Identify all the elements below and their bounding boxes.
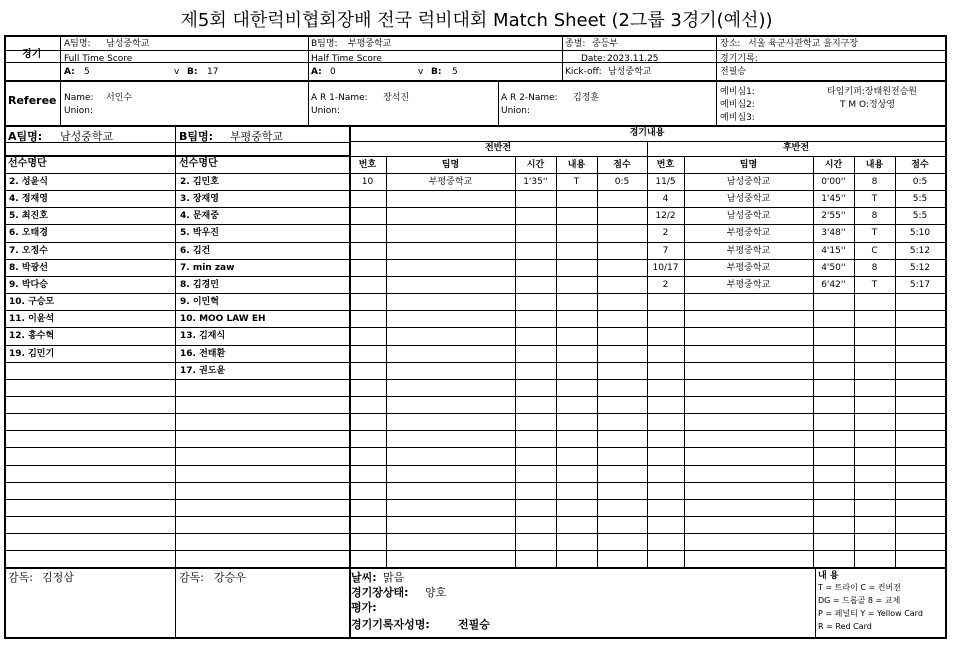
coach-a-label: 감독:: [8, 571, 33, 584]
reserve-3: 예비심3:: [720, 113, 755, 123]
roster-a-team-label: A팀명:: [8, 130, 43, 143]
grid-line: [4, 80, 945, 82]
a-team-name: 남성중학교: [106, 39, 150, 49]
grid-line: [4, 533, 945, 534]
page-title: 제5회 대한럭비협회장배 전국 럭비대회 Match Sheet (2그룹 3경기(예선)): [180, 10, 773, 31]
team-a-player: 12. 홍수혁: [9, 331, 55, 342]
legend-line-1: T = 트라이 C = 컨버젼: [818, 583, 901, 592]
reserve-2: 예비심2:: [720, 100, 755, 110]
grid-line: [4, 62, 945, 63]
team-a-player: 2. 성윤식: [9, 177, 48, 187]
second-half-team-cell: 부평중학교: [726, 245, 771, 256]
fh-col-content: 내용: [567, 160, 586, 170]
grid-line: [4, 637, 947, 639]
grid-line: [4, 310, 945, 311]
full-a-label: A:: [64, 67, 75, 77]
grid-line: [60, 35, 61, 125]
grid-line: [308, 35, 309, 125]
first-half-score-cell: 0:5: [614, 177, 630, 187]
eval-label: 평가:: [351, 601, 377, 614]
half-b-label: B:: [431, 67, 442, 77]
grid-line: [562, 35, 563, 80]
second-half-score-cell: 5:12: [909, 262, 931, 273]
a-team-label: A팀명:: [64, 39, 91, 49]
legend-line-2: DG = 드롭골 8 = 교체: [818, 596, 901, 605]
second-half-team-cell: 부평중학교: [726, 228, 771, 239]
grid-line: [4, 327, 945, 328]
second-half-score-cell: 5:10: [909, 228, 931, 239]
field-value: 양호: [425, 586, 447, 599]
legend-title: 내 용: [818, 571, 839, 581]
coach-b-label: 감독:: [179, 571, 204, 584]
grid-line: [4, 447, 945, 448]
kickoff-value: 남성중학교: [608, 67, 652, 77]
ar2-label: A R 2-Name:: [501, 93, 558, 103]
team-b-player: 2. 김민호: [180, 177, 219, 187]
grid-line: [4, 142, 349, 143]
second-half-no-cell: 2: [662, 279, 669, 290]
team-b-player: 13. 김재식: [180, 331, 226, 342]
grid-line: [716, 35, 717, 125]
ar1-union-label: Union:: [311, 106, 341, 116]
team-b-player: 6. 김건: [180, 245, 211, 256]
second-half-score-cell: 5:5: [912, 194, 928, 205]
grid-line: [4, 345, 945, 346]
fh-col-score: 점수: [613, 160, 631, 170]
referee-name: 서인수: [106, 93, 133, 103]
grid-line: [4, 516, 945, 517]
date-label: Date:: [581, 54, 606, 64]
second-half-time-cell: 6'42'': [821, 279, 846, 290]
second-half-no-cell: 2: [662, 228, 669, 239]
roster-a-team-name: 남성중학교: [60, 130, 114, 143]
venue-value: 서울 육군사관학교 을지구장: [748, 39, 859, 49]
second-half-time-cell: 0'00'': [821, 177, 846, 187]
second-half-time-cell: 2'55'': [821, 211, 846, 222]
tmo: T M O:정상영: [840, 100, 896, 110]
weather-value: 맑음: [383, 571, 405, 584]
second-half-content-cell: T: [871, 194, 878, 205]
half-a-score: 0: [330, 67, 336, 77]
sh-col-no: 번호: [656, 160, 675, 170]
grid-line: [4, 35, 947, 37]
full-b-score: 17: [207, 67, 219, 77]
full-v: v: [174, 67, 180, 77]
legend-line-3: P = 페널티 Y = Yellow Card: [818, 609, 923, 618]
full-a-score: 5: [84, 67, 90, 77]
grid-line: [175, 125, 176, 567]
team-b-player: 5. 박우진: [180, 228, 219, 239]
b-team-label: B팀명:: [311, 39, 338, 49]
legend-line-4: R = Red Card: [818, 622, 872, 631]
grid-line: [4, 50, 945, 51]
roster-b-team-name: 부평중학교: [230, 130, 284, 143]
first-half-content-cell: T: [573, 177, 580, 187]
team-b-player: 7. min zaw: [180, 262, 235, 273]
reserve-1: 예비심1:: [720, 87, 755, 97]
grid-line: [4, 155, 349, 157]
second-half-time-cell: 1'45'': [821, 194, 846, 205]
team-b-player: 17. 권도윤: [180, 365, 226, 376]
second-half-time-cell: 4'15'': [821, 245, 846, 256]
team-b-player: 10. MOO LAW EH: [180, 314, 266, 325]
second-half-time-cell: 4'50'': [821, 262, 846, 273]
grid-line: [4, 499, 945, 500]
game-content-title: 경기내용: [629, 128, 665, 138]
sh-col-time: 시간: [824, 160, 843, 170]
team-b-player: 3. 장재영: [180, 194, 219, 205]
type-value: 중등부: [592, 39, 619, 49]
second-half-title: 후반전: [782, 143, 810, 153]
ar2-name: 김정훈: [573, 93, 600, 103]
team-a-player: 4. 정재영: [9, 194, 48, 205]
second-half-no-cell: 7: [662, 245, 669, 256]
team-a-player: 6. 오태경: [9, 228, 48, 239]
second-half-score-cell: 0:5: [912, 177, 928, 187]
first-half-team-cell: 부평중학교: [428, 177, 473, 187]
field-label: 경기장상태:: [351, 586, 409, 599]
full-time-label: Full Time Score: [64, 54, 133, 64]
grid-line: [4, 125, 945, 127]
first-half-no-cell: 10: [361, 177, 374, 187]
grid-line: [4, 362, 945, 363]
venue-label: 장소:: [720, 39, 741, 49]
referee-name-label: Name:: [64, 93, 94, 103]
weather-label: 날씨:: [351, 571, 377, 584]
second-half-score-cell: 5:17: [909, 279, 931, 290]
second-half-no-cell: 12/2: [655, 211, 676, 222]
second-half-no-cell: 4: [662, 194, 669, 205]
second-half-content-cell: T: [871, 228, 878, 239]
team-a-player: 19. 김민기: [9, 348, 55, 359]
grid-line: [4, 379, 945, 380]
grid-line: [4, 567, 945, 569]
second-half-team-cell: 부평중학교: [726, 262, 771, 273]
grid-line: [349, 125, 351, 637]
date-value: 2023.11.25: [607, 54, 659, 64]
grid-line: [498, 80, 499, 125]
type-label: 종별:: [565, 39, 586, 49]
grid-line: [815, 567, 816, 637]
team-b-player: 8. 김경민: [180, 279, 219, 290]
grid-line: [4, 430, 945, 431]
second-half-score-cell: 5:5: [912, 211, 928, 222]
second-half-no-cell: 11/5: [655, 177, 676, 187]
fh-col-time: 시간: [526, 160, 545, 170]
sh-col-score: 점수: [911, 160, 929, 170]
second-half-score-cell: 5:12: [909, 245, 931, 256]
second-half-team-cell: 남성중학교: [726, 177, 771, 187]
team-a-player: 10. 구승모: [9, 297, 55, 308]
first-half-title: 전반전: [484, 143, 512, 153]
record-label: 경기기록:: [720, 54, 758, 64]
signer-name: 전필승: [458, 618, 490, 631]
ar2-union-label: Union:: [501, 106, 531, 116]
second-half-content-cell: C: [871, 245, 878, 256]
ar1-label: A R 1-Name:: [311, 93, 368, 103]
team-b-player: 9. 이민혁: [180, 297, 219, 308]
grid-line: [4, 482, 945, 483]
grid-line: [4, 465, 945, 466]
full-b-label: B:: [187, 67, 198, 77]
fh-col-team: 팀명: [441, 160, 460, 170]
roster-b-header: 선수명단: [179, 158, 218, 169]
roster-a-header: 선수명단: [8, 158, 47, 169]
grid-line: [4, 413, 945, 414]
team-a-player: 9. 박다승: [9, 279, 48, 290]
second-half-no-cell: 10/17: [652, 262, 679, 273]
team-b-player: 16. 전태환: [180, 348, 226, 359]
coach-a-name: 김정삼: [42, 571, 74, 584]
half-v: v: [418, 67, 424, 77]
second-half-content-cell: 8: [871, 211, 878, 222]
grid-line: [4, 550, 945, 551]
second-half-time-cell: 3'48'': [821, 228, 846, 239]
referee-union-label: Union:: [64, 106, 94, 116]
sh-col-content: 내용: [865, 160, 884, 170]
referee-label: Referee: [8, 94, 57, 107]
game-label: 경기: [22, 49, 42, 60]
team-a-player: 11. 이윤석: [9, 314, 55, 325]
second-half-content-cell: 8: [871, 262, 878, 273]
second-half-team-cell: 남성중학교: [726, 211, 771, 222]
grid-line: [945, 35, 947, 639]
half-b-score: 5: [452, 67, 458, 77]
second-half-content-cell: 8: [871, 177, 878, 187]
coach-b-name: 강승우: [214, 571, 246, 584]
first-half-time-cell: 1'35'': [523, 177, 548, 187]
second-half-team-cell: 부평중학교: [726, 279, 771, 290]
b-team-name: 부평중학교: [348, 39, 392, 49]
ar1-name: 장석진: [383, 93, 410, 103]
roster-b-team-label: B팀명:: [179, 130, 214, 143]
timekeeper: 타임키퍼:장태원전승원: [827, 87, 917, 97]
kickoff-label: Kick-off:: [565, 67, 602, 77]
second-half-content-cell: T: [871, 279, 878, 290]
fh-col-no: 번호: [358, 160, 377, 170]
team-a-player: 8. 박광선: [9, 262, 48, 273]
recorder-name: 전필승: [720, 67, 747, 77]
half-time-label: Half Time Score: [311, 54, 382, 64]
second-half-team-cell: 남성중학교: [726, 194, 771, 205]
signer-label: 경기기록자성명:: [351, 618, 430, 631]
half-a-label: A:: [311, 67, 322, 77]
grid-line: [4, 396, 945, 397]
team-b-player: 4. 문재중: [180, 211, 219, 222]
team-a-player: 5. 최진호: [9, 211, 48, 222]
team-a-player: 7. 오정수: [9, 245, 48, 256]
grid-line: [175, 567, 176, 637]
sh-col-team: 팀명: [739, 160, 758, 170]
